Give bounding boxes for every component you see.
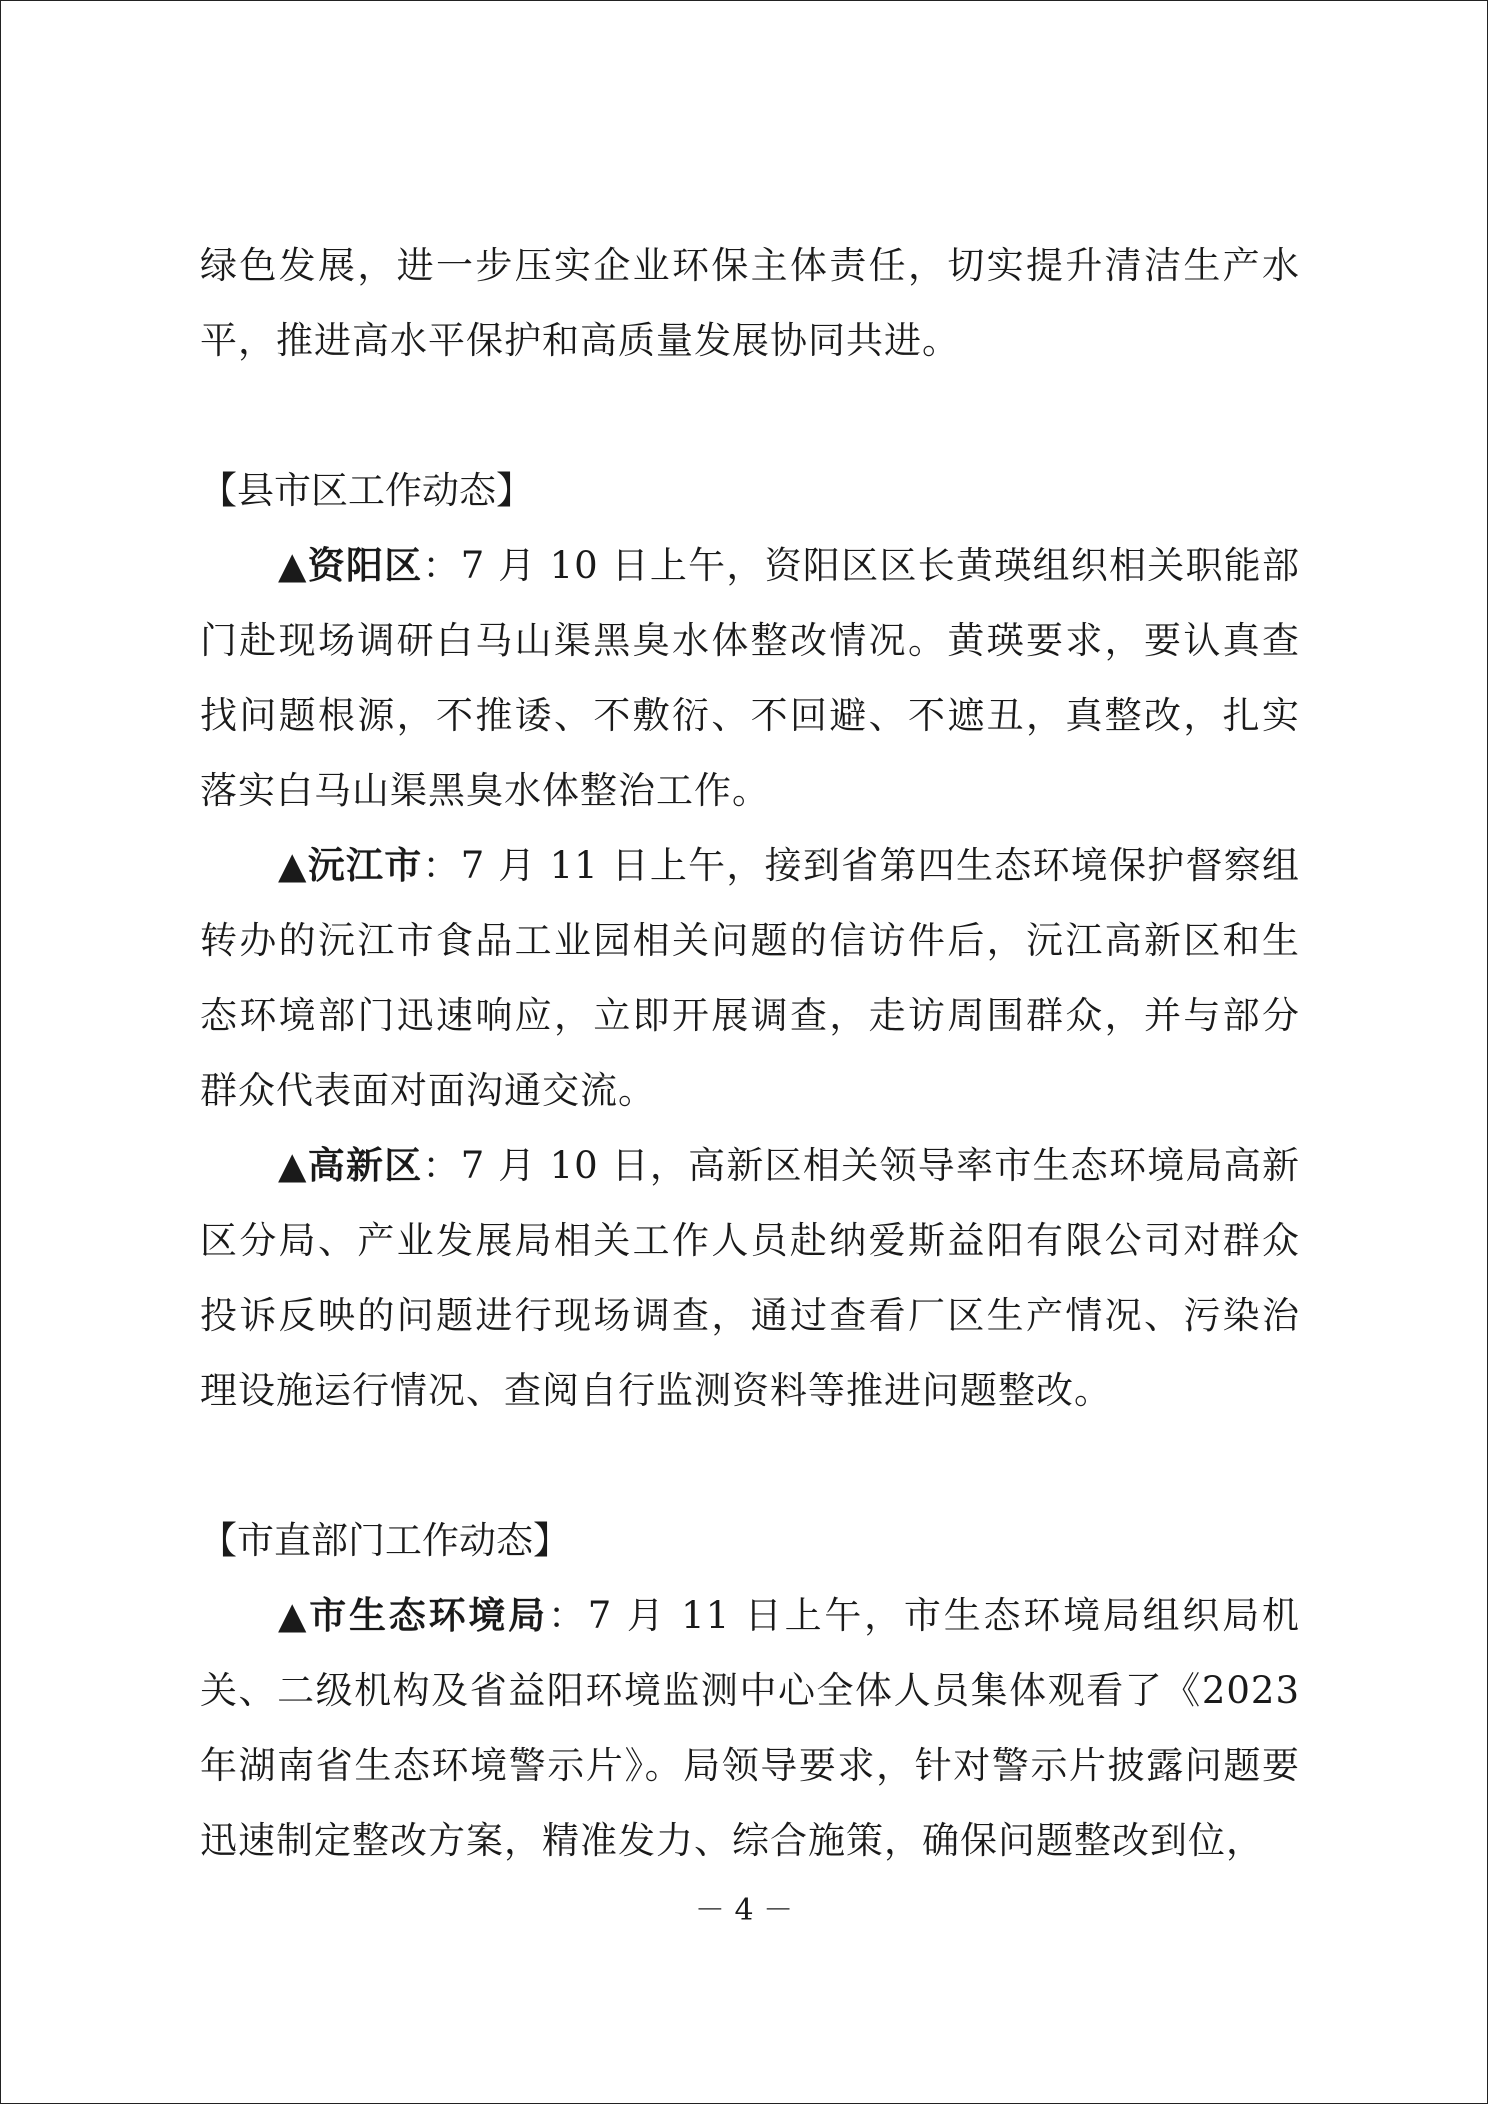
news-item-lead: ▲沅江市 [278, 844, 423, 887]
intro-paragraph: 绿色发展，进一步压实企业环保主体责任，切实提升清洁生产水平，推进高水平保护和高质量发展协同共进。 [200, 244, 1300, 362]
news-item-gaoxin [200, 1128, 1300, 1428]
news-item-lead: ▲高新区 [278, 1144, 423, 1187]
news-item-text: ：7 月 11 日上午，市生态环境局组织局机关、二级机构及省益阳环境监测中心全体人员集体观看了《2023 年湖南省生态环境警示片》。局领导要求，针对警示片披露问题要迅速制定整改方案，精准发力、综合施策，确保问题整改到位， [200, 1594, 1300, 1862]
news-item-yuanjiang [200, 828, 1300, 1128]
document-body [200, 228, 1300, 1878]
section-heading-departments: 【市直部门工作动态】 [200, 1519, 570, 1562]
news-item-text: ：7 月 10 日上午，资阳区区长黄瑛组织相关职能部门赴现场调研白马山渠黑臭水体整改情况。黄瑛要求，要认真查找问题根源，不推诿、不敷衍、不回避、不遮丑，真整改，扎实落实白马山渠黑臭水体整治工作。 [200, 544, 1300, 812]
news-item-text: ：7 月 11 日上午，接到省第四生态环境保护督察组转办的沅江市食品工业园相关问题的信访件后，沅江高新区和生态环境部门迅速响应，立即开展调查，走访周围群众，并与部分群众代表面对面沟通交流。 [200, 844, 1300, 1112]
news-item-text: ：7 月 10 日，高新区相关领导率市生态环境局高新区分局、产业发展局相关工作人员赴纳爱斯益阳有限公司对群众投诉反映的问题进行现场调查，通过查看厂区生产情况、污染治理设施运行情况、查阅自行监测资料等推进问题整改。 [200, 1144, 1300, 1412]
news-item-ecology-bureau [200, 1578, 1300, 1878]
section-heading-county: 【县市区工作动态】 [200, 469, 533, 512]
news-item-ziyang [200, 528, 1300, 828]
news-item-lead: ▲资阳区 [278, 544, 423, 587]
page-number: － 4 － [694, 1893, 794, 1928]
news-item-lead: ▲市生态环境局 [278, 1594, 548, 1637]
